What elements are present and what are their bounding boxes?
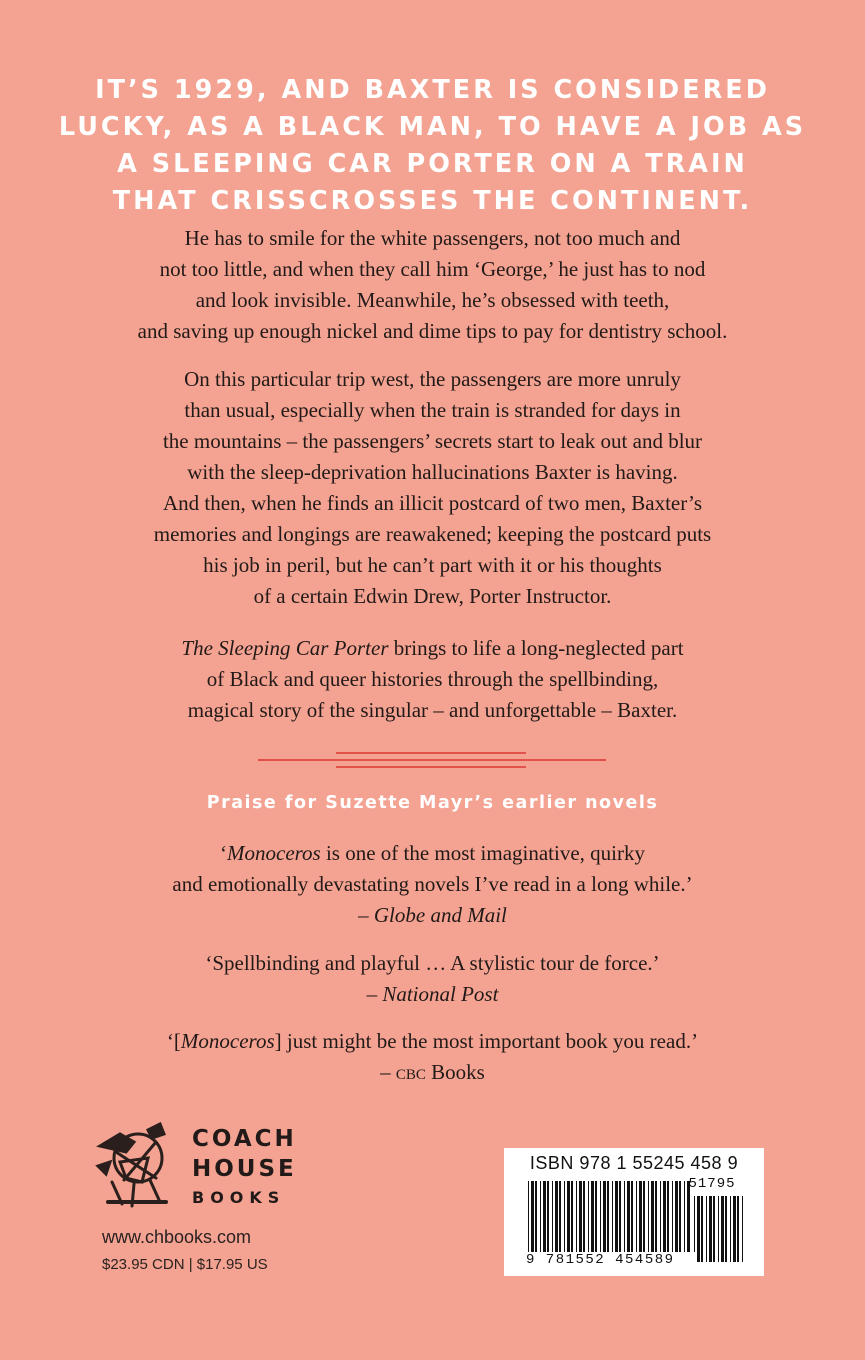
barcode-bar: [591, 1181, 594, 1263]
dash: –: [358, 903, 374, 927]
barcode-bar: [559, 1181, 561, 1263]
quote-source: [40, 900, 825, 931]
barcode: [504, 1148, 764, 1276]
barcode-bar: [648, 1181, 649, 1263]
quote-mark: ‘: [220, 841, 227, 865]
barcode-bar: [701, 1196, 703, 1262]
barcode-number: 9 781552 454589: [526, 1252, 696, 1268]
barcode-bar: [615, 1181, 618, 1263]
barcode-bar: [579, 1181, 582, 1263]
barcode-bar: [660, 1181, 661, 1263]
blurb-line: his job in peril, but he can’t part with it or his thoughts: [203, 553, 662, 577]
barcode-bars: [528, 1181, 690, 1263]
barcode-bar: [737, 1196, 739, 1262]
source-name: Globe and Mail: [373, 903, 507, 927]
barcode-bar: [675, 1181, 678, 1263]
barcode-bar: [684, 1181, 685, 1263]
barcode-bar: [547, 1181, 549, 1263]
barcode-bar: [639, 1181, 642, 1263]
headline: [40, 72, 825, 220]
barcode-bar: [627, 1181, 630, 1263]
quote-line: and emotionally devastating novels I’ve read in a long while.’: [172, 872, 693, 896]
barcode-bar: [603, 1181, 606, 1263]
barcode-bar: [624, 1181, 625, 1263]
quote-text: is one of the most imaginative, quirky: [320, 841, 645, 865]
headline-line-2: LUCKY, AS A BLACK MAN, TO HAVE A JOB AS: [58, 112, 807, 142]
barcode-bar: [672, 1181, 673, 1263]
barcode-bar: [725, 1196, 727, 1262]
barcode-bar: [535, 1181, 537, 1263]
headline-line-3: A SLEEPING CAR PORTER ON A TRAIN: [117, 149, 748, 179]
blurb-paragraph-2: [40, 364, 825, 612]
barcode-bar: [733, 1196, 736, 1262]
blurb-paragraph-1: [40, 223, 825, 347]
dash: –: [366, 982, 383, 1006]
barcode-bar: [679, 1181, 681, 1263]
barcode-bar: [663, 1181, 666, 1263]
barcode-bar: [636, 1181, 637, 1263]
barcode-bar: [619, 1181, 621, 1263]
source-name: National Post: [382, 982, 499, 1006]
blurb-line: with the sleep-deprivation hallucinations Baxter is having.: [187, 460, 678, 484]
barcode-bar: [576, 1181, 577, 1263]
barcode-bar: [643, 1181, 645, 1263]
publisher-wordmark: [192, 1124, 297, 1210]
barcode-bar: [531, 1181, 534, 1263]
quote-line: ‘Spellbinding and playful … A stylistic tour de force.’: [205, 951, 660, 975]
publisher-line-2: HOUSE: [192, 1156, 297, 1182]
blurb-paragraph-3: [40, 633, 825, 726]
headline-line-1: IT’S 1929, AND BAXTER IS CONSIDERED: [95, 75, 770, 105]
barcode-bar: [543, 1181, 546, 1263]
barcode-bar: [709, 1196, 712, 1262]
barcode-bar: [567, 1181, 570, 1263]
quote-mark: ‘[: [166, 1029, 181, 1053]
blurb-line: and look invisible. Meanwhile, he’s obsessed with teeth,: [195, 288, 670, 312]
coach-house-logo-icon: [90, 1122, 180, 1208]
quote-source: [40, 1057, 825, 1088]
quote-line: [40, 1026, 825, 1057]
quote-text: ] just might be the most important book you read.’: [274, 1029, 699, 1053]
barcode-bar: [595, 1181, 597, 1263]
blurb-line: He has to smile for the white passengers, not too much and: [184, 226, 681, 250]
book-title: Monoceros: [227, 841, 321, 865]
book-title: Monoceros: [180, 1029, 275, 1053]
barcode-bar: [607, 1181, 609, 1263]
blurb-line: the mountains – the passengers’ secrets start to leak out and blur: [162, 429, 703, 453]
barcode-bar: [651, 1181, 654, 1263]
quote-line: [40, 838, 825, 869]
barcode-bar: [583, 1181, 585, 1263]
barcode-bar: [612, 1181, 613, 1263]
barcode-bar: [600, 1181, 601, 1263]
barcode-bar: [655, 1181, 657, 1263]
isbn-label: ISBN 978 1 55245 458 9: [529, 1153, 739, 1173]
review-quote-3: [40, 1026, 825, 1088]
barcode-bar: [718, 1196, 719, 1262]
barcode-bar: [667, 1181, 669, 1263]
barcode-bar: [730, 1196, 731, 1262]
praise-heading: Praise for Suzette Mayr’s earlier novels: [206, 793, 659, 813]
review-quote-2: [40, 948, 825, 1010]
dash: –: [380, 1060, 396, 1084]
barcode-addon-number: 51795: [688, 1176, 736, 1192]
blurb-line: magical story of the singular – and unforgettable – Baxter.: [187, 698, 678, 722]
barcode-bar: [540, 1181, 541, 1263]
publisher-line-1: COACH: [192, 1126, 297, 1152]
blurb-line: On this particular trip west, the passengers are more unruly: [184, 367, 681, 391]
barcode-bar: [528, 1181, 529, 1263]
barcode-bar: [706, 1196, 707, 1262]
book-title: The Sleeping Car Porter: [181, 636, 389, 660]
barcode-bar: [571, 1181, 573, 1263]
blurb-line: than usual, especially when the train is stranded for days in: [184, 398, 681, 422]
blurb-text: brings to life a long-neglected part: [388, 636, 684, 660]
barcode-addon-bars: [694, 1196, 746, 1262]
barcode-bar: [631, 1181, 633, 1263]
source-name: Books: [425, 1060, 485, 1084]
blurb-line: memories and longings are reawakened; keeping the postcard puts: [153, 522, 712, 546]
barcode-bar: [564, 1181, 565, 1263]
barcode-bar: [555, 1181, 558, 1263]
barcode-bar: [697, 1196, 700, 1262]
quote-source: [40, 979, 825, 1010]
barcode-bar: [742, 1196, 743, 1262]
blurb-line: and saving up enough nickel and dime tips to pay for dentistry school.: [137, 319, 728, 343]
headline-line-4: THAT CRISSCROSSES THE CONTINENT.: [112, 186, 753, 216]
blurb-line: And then, when he finds an illicit postcard of two men, Baxter’s: [162, 491, 703, 515]
review-quote-1: [40, 838, 825, 931]
blurb-line: not too little, and when they call him ‘George,’ he just has to nod: [159, 257, 706, 281]
website: www.chbooks.com: [102, 1227, 252, 1247]
barcode-bar: [713, 1196, 715, 1262]
blurb-line: of a certain Edwin Drew, Porter Instructor.: [253, 584, 612, 608]
barcode-bar: [552, 1181, 553, 1263]
barcode-bar: [721, 1196, 724, 1262]
price: $23.95 CDN | $17.95 US: [102, 1256, 268, 1273]
blurb-line: [40, 633, 825, 664]
barcode-bar: [687, 1181, 690, 1263]
publisher-line-3: BOOKS: [192, 1188, 286, 1207]
blurb-line: of Black and queer histories through the spellbinding,: [206, 667, 659, 691]
barcode-bar: [588, 1181, 589, 1263]
source-name-caps: cbc: [395, 1060, 426, 1084]
